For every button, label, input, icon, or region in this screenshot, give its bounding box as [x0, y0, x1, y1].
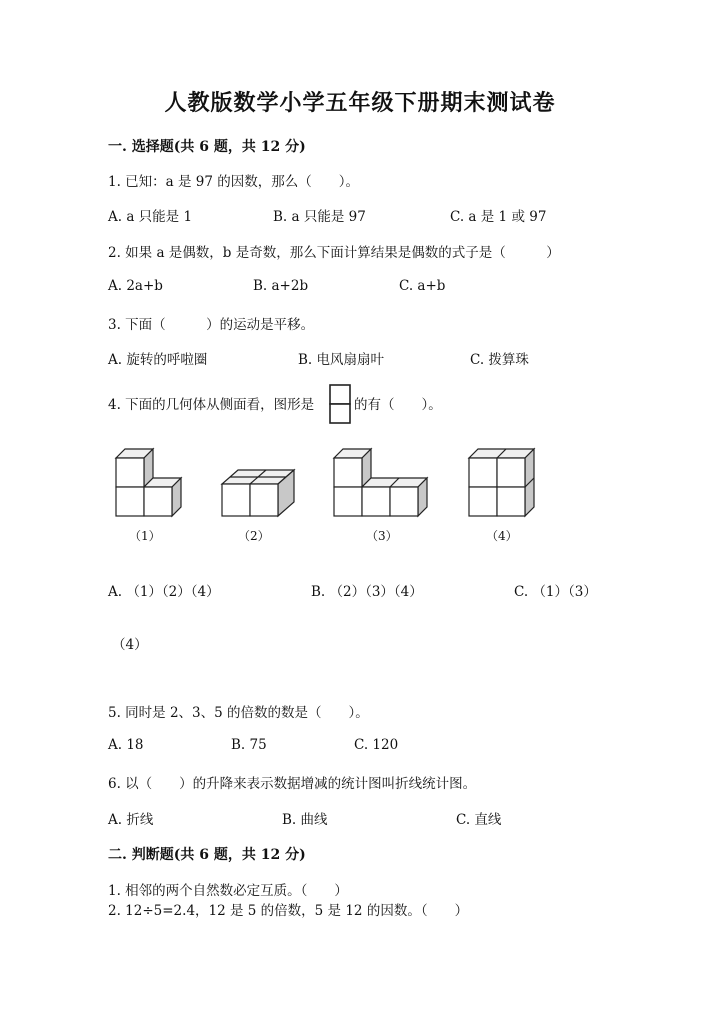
figure-label-2: （2）: [238, 529, 270, 543]
q3-option-a: A. 旋转的呼啦圈: [108, 352, 208, 368]
q1-option-b: B. a 只能是 97: [273, 209, 366, 225]
figure-label-3: （3）: [366, 529, 398, 543]
question-4-before: 4. 下面的几何体从侧面看，图形是: [108, 397, 315, 413]
q6-option-b: B. 曲线: [282, 812, 328, 828]
section-heading-judgement: 二. 判断题(共 6 题，共 12 分): [108, 847, 306, 863]
question-1: 1. 已知：a 是 97 的因数，那么（ ）。: [108, 174, 360, 190]
figure-label-1: （1）: [129, 529, 161, 543]
q5-option-c: C. 120: [354, 737, 399, 753]
q4-option-b: B. （2）（3）（4）: [311, 584, 423, 600]
judgement-question-1: 1. 相邻的两个自然数必定互质。（ ）: [108, 883, 348, 899]
two-stacked-squares-icon: [329, 384, 351, 424]
q4-option-c-wrap: （4）: [112, 637, 148, 653]
judgement-question-2: 2. 12÷5=2.4，12 是 5 的倍数，5 是 12 的因数。（ ）: [108, 903, 469, 919]
q1-option-c: C. a 是 1 或 97: [450, 209, 547, 225]
solid-figure-1: [112, 446, 188, 520]
q3-option-b: B. 电风扇扇叶: [298, 352, 385, 368]
q2-option-a: A. 2a+b: [108, 278, 163, 294]
section-heading-choice: 一. 选择题(共 6 题，共 12 分): [108, 139, 306, 155]
q1-option-a: A. a 只能是 1: [108, 209, 193, 225]
solid-figure-3: [330, 446, 436, 520]
solid-figure-4: [465, 446, 541, 520]
page-title: 人教版数学小学五年级下册期末测试卷: [164, 90, 556, 116]
q3-option-c: C. 拨算珠: [470, 352, 529, 368]
q5-option-b: B. 75: [231, 737, 267, 753]
q4-option-a: A. （1）（2）（4）: [108, 584, 220, 600]
question-2: 2. 如果 a 是偶数，b 是奇数，那么下面计算结果是偶数的式子是（ ）: [108, 245, 560, 261]
q4-option-c: C. （1）（3）: [514, 584, 597, 600]
q6-option-a: A. 折线: [108, 812, 154, 828]
solid-figure-2: [218, 464, 300, 520]
question-4-after: 的有（ ）。: [354, 397, 442, 413]
q2-option-c: C. a+b: [399, 278, 446, 294]
q2-option-b: B. a+2b: [253, 278, 309, 294]
question-5: 5. 同时是 2、3、5 的倍数的数是（ ）。: [108, 705, 369, 721]
question-3: 3. 下面（ ）的运动是平移。: [108, 317, 315, 333]
q5-option-a: A. 18: [108, 737, 144, 753]
q6-option-c: C. 直线: [456, 812, 502, 828]
question-6: 6. 以（ ）的升降来表示数据增减的统计图叫折线统计图。: [108, 776, 477, 792]
figure-label-4: （4）: [486, 529, 518, 543]
